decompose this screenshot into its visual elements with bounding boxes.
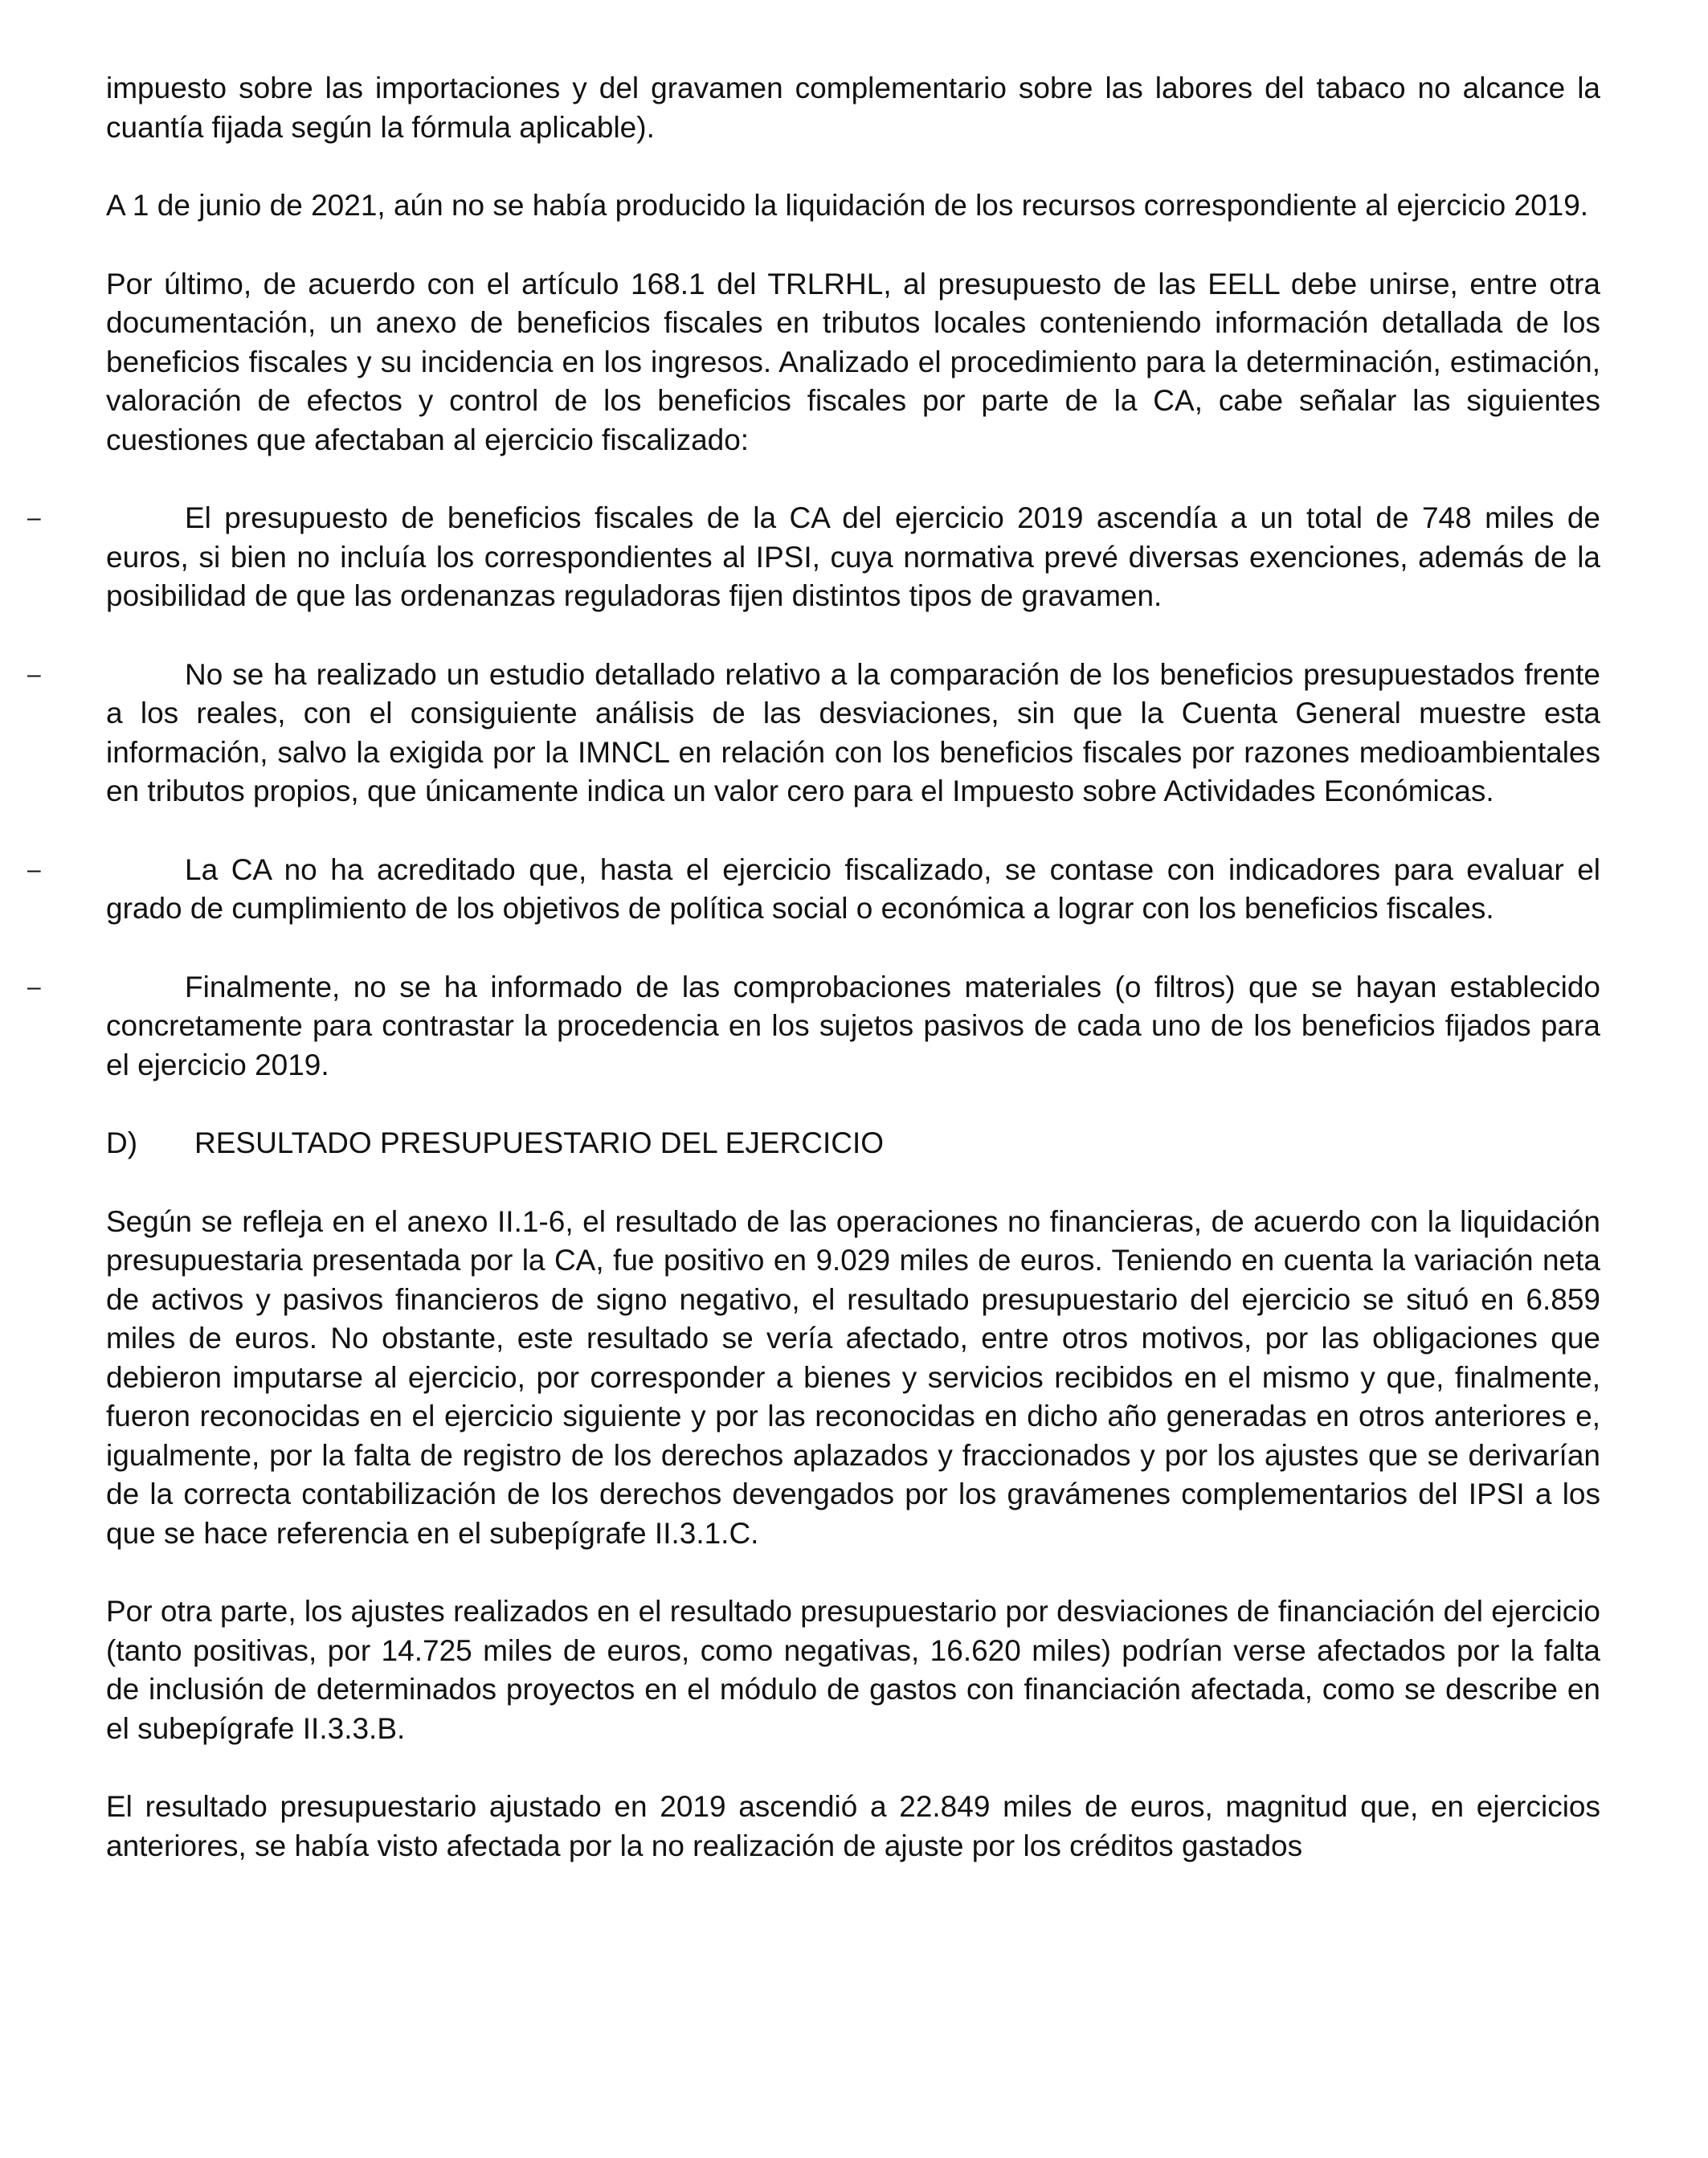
- document-page: [27, 69, 1600, 1905]
- bullet-text: La CA no ha acreditado que, hasta el ejercicio fiscalizado, se contase con indicadores para evaluar el grado de cumplimiento de los objetivos de política social o económica a lograr con los beneficios fiscales.: [106, 852, 1600, 925]
- paragraph-liquidation-status: A 1 de junio de 2021, aún no se había producido la liquidación de los recursos correspondiente al ejercicio 2019.: [106, 189, 1589, 222]
- paragraph-budget-result: Según se refleja en el anexo II.1-6, el resultado de las operaciones no financieras, de acuerdo con la liquidación presupuestaria presentada por la CA, fue positivo en 9.029 miles de euros. Teniendo en cuenta la variación neta de activos y pasivos financieros de signo negativo, el resultado presupuestario del ejercicio se situó en 6.859 miles de euros. No obstante, este resultado se vería afectado, entre otros motivos, por las obligaciones que debieron imputarse al ejercicio, por corresponder a bienes y servicios recibidos en el mismo y que, finalmente, fueron reconocidas en el ejercicio siguiente y por las reconocidas en dicho año generadas en otros anteriores e, igualmente, por la falta de registro de los derechos aplazados y fraccionados y por los ajustes que se derivarían de la correcta contabilización de los derechos devengados por los gravámenes complementarios del IPSI a los que se hace referencia en el subepígrafe II.3.1.C.: [106, 1204, 1600, 1550]
- paragraph-tax-continuation: impuesto sobre las importaciones y del gravamen complementario sobre las labores del tabaco no alcance la cuantía fijada según la fórmula aplicable).: [106, 72, 1600, 144]
- section-title: RESULTADO PRESUPUESTARIO DEL EJERCICIO: [194, 1126, 885, 1159]
- section-number: D): [106, 1126, 138, 1159]
- paragraph-financing-deviations: Por otra parte, los ajustes realizados en el resultado presupuestario por desviaciones de financiación del ejercicio (tanto positivas, por 14.725 miles de euros, como negativas, 16.620 miles) podrían verse afectados por la falta de inclusión de determinados proyectos en el módulo de gastos con financiación afectada, como se describe en el subepígrafe II.3.3.B.: [106, 1595, 1600, 1745]
- paragraph-adjusted-result: El resultado presupuestario ajustado en 2019 ascendió a 22.849 miles de euros, magnitud que, en ejercicios anteriores, se había visto afectada por la no realización de ajuste por los créditos gastados: [106, 1790, 1600, 1862]
- paragraph-fiscal-benefits-intro: Por último, de acuerdo con el artículo 168.1 del TRLRHL, al presupuesto de las EELL debe unirse, entre otra documentación, un anexo de beneficios fiscales en tributos locales conteniendo información detallada de los beneficios fiscales y su incidencia en los ingresos. Analizado el procedimiento para la determinación, estimación, valoración de efectos y control de los beneficios fiscales por parte de la CA, cabe señalar las siguientes cuestiones que afectaban al ejercicio fiscalizado:: [106, 267, 1600, 456]
- bullet-dash: –: [27, 505, 41, 531]
- bullet-item: [27, 851, 1600, 929]
- bullet-dash: –: [27, 973, 41, 1000]
- bullet-item: [27, 499, 1600, 616]
- section-heading: [106, 1124, 1600, 1163]
- bullet-item: [27, 968, 1600, 1085]
- bullet-text: Finalmente, no se ha informado de las comprobaciones materiales (o filtros) que se hayan establecido concretamente para contrastar la procedencia en los sujetos pasivos de cada uno de los beneficios fijados para el ejercicio 2019.: [106, 970, 1600, 1081]
- bullet-dash: –: [27, 660, 41, 688]
- bullet-item: [27, 656, 1600, 811]
- bullet-text: El presupuesto de beneficios fiscales de la CA del ejercicio 2019 ascendía a un total de 748 miles de euros, si bien no incluía los correspondientes al IPSI, cuya normativa prevé diversas exenciones, además de la posibilidad de que las ordenanzas reguladoras fijen distintos tipos de gravamen.: [106, 501, 1600, 612]
- bullet-text: No se ha realizado un estudio detallado relativo a la comparación de los beneficios presupuestados frente a los reales, con el consiguiente análisis de las desviaciones, sin que la Cuenta General muestre esta información, salvo la exigida por la IMNCL en relación con los beneficios fiscales por razones medioambientales en tributos propios, que únicamente indica un valor cero para el Impuesto sobre Actividades Económicas.: [106, 657, 1600, 807]
- bullet-dash: –: [27, 856, 41, 883]
